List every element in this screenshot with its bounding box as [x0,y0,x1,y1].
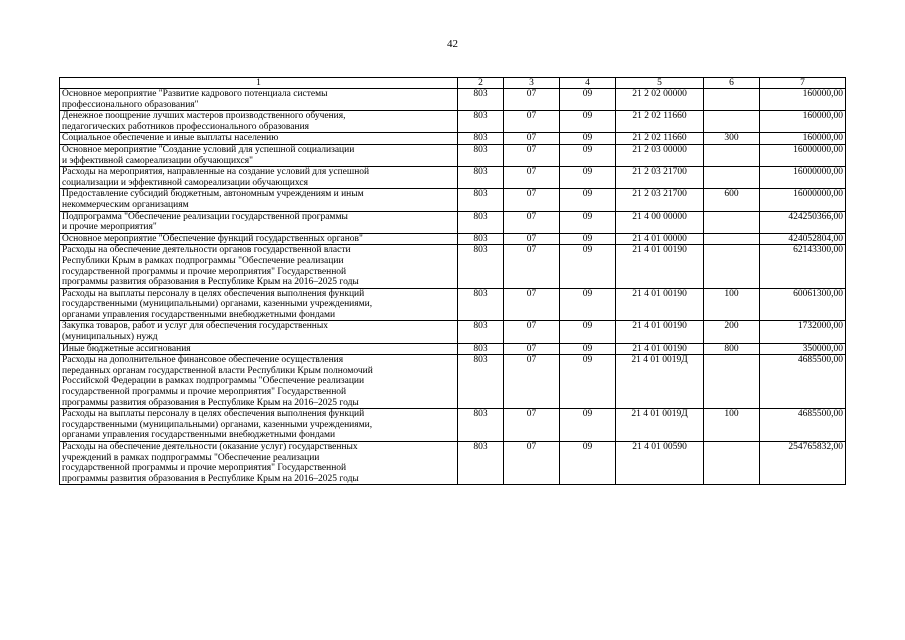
admin-code: 803 [458,233,504,245]
section-code: 07 [504,245,560,288]
target-article-code: 21 2 03 21700 [616,189,704,211]
row-name-line: некоммерческим организациям [62,199,189,210]
row-name [60,167,458,189]
admin-code: 803 [458,409,504,442]
row-name-line: переданных органам государственной власти Республики Крым полномочий [62,365,373,376]
section-code: 07 [504,288,560,321]
row-name-line: органами управления государственными внебюджетными фондами [62,309,336,320]
target-article-code: 21 2 02 11660 [616,133,704,145]
admin-code: 803 [458,343,504,355]
subsection-code: 09 [560,167,616,189]
subsection-code: 09 [560,233,616,245]
row-name-line: Закупка товаров, работ и услуг для обеспечения государственных [62,321,329,332]
amount-cell: 254765832,00 [760,442,846,485]
section-code: 07 [504,189,560,211]
section-code: 07 [504,321,560,343]
expense-type-code: 600 [704,189,760,211]
section-code: 07 [504,355,560,409]
table-row [60,144,846,166]
expense-type-code: 100 [704,409,760,442]
amount-cell: 4685500,00 [760,355,846,409]
admin-code: 803 [458,167,504,189]
target-article-code: 21 4 01 0019Д [616,409,704,442]
section-code: 07 [504,233,560,245]
admin-code: 803 [458,189,504,211]
row-name-line: Расходы на обеспечение деятельности (оказание услуг) государственных [62,442,358,452]
target-article-code: 21 2 03 00000 [616,144,704,166]
amount-cell: 62143300,00 [760,245,846,288]
row-name [60,288,458,321]
amount-cell: 350000,00 [760,343,846,355]
expense-type-code [704,355,760,409]
row-name-line: программы развития образования в Республике Крым на 2016–2025 годы [62,397,359,408]
subsection-code: 09 [560,343,616,355]
budget-table [59,77,846,485]
row-name [60,144,458,166]
section-code: 07 [504,89,560,111]
row-name [60,133,458,145]
target-article-code: 21 4 01 00590 [616,442,704,485]
row-name-line: и прочие мероприятия" [62,222,157,233]
table-row [60,189,846,211]
admin-code: 803 [458,89,504,111]
row-name-line: педагогических работников профессионального образования [62,121,310,132]
row-name-line: Подпрограмма "Обеспечение реализации государственной программы [62,211,348,222]
row-name-line: Основное мероприятие "Создание условий для успешной социализации [62,144,355,155]
subsection-code: 09 [560,321,616,343]
page-number: 42 [447,38,458,50]
amount-cell: 1732000,00 [760,321,846,343]
row-name [60,409,458,442]
row-name-line: программы развития образования в Республике Крым на 2016–2025 годы [62,473,359,484]
section-code: 07 [504,442,560,485]
row-name-line: профессионального образования" [62,99,199,110]
row-name [60,321,458,343]
row-name [60,189,458,211]
column-header: 3 [504,78,560,89]
row-name [60,111,458,133]
section-code: 07 [504,111,560,133]
column-header: 4 [560,78,616,89]
row-name-line: Предоставление субсидий бюджетным, автономным учреждениям и иным [62,189,364,200]
subsection-code: 09 [560,245,616,288]
target-article-code: 21 4 01 00190 [616,288,704,321]
expense-type-code: 800 [704,343,760,355]
row-name-line: государственной программы и прочие мероприятия" Государственной [62,266,347,277]
section-code: 07 [504,409,560,442]
amount-cell: 160000,00 [760,89,846,111]
table-row [60,409,846,442]
column-header: 6 [704,78,760,89]
column-header: 2 [458,78,504,89]
row-name-line: Расходы на выплаты персоналу в целях обеспечения выполнения функций [62,288,365,299]
admin-code: 803 [458,133,504,145]
row-name-line: Расходы на дополнительное финансовое обеспечение осуществления [62,355,344,366]
amount-cell: 16000000,00 [760,167,846,189]
subsection-code: 09 [560,89,616,111]
expense-type-code [704,211,760,233]
target-article-code: 21 2 02 00000 [616,89,704,111]
row-name [60,233,458,245]
section-code: 07 [504,343,560,355]
subsection-code: 09 [560,111,616,133]
expense-type-code [704,442,760,485]
target-article-code: 21 4 01 00190 [616,321,704,343]
row-name-line: и эффективной самореализации обучающихся" [62,155,253,166]
table-row [60,233,846,245]
expense-type-code: 300 [704,133,760,145]
row-name-line: государственной программы и прочие мероприятия" Государственной [62,463,347,474]
column-header: 5 [616,78,704,89]
row-name-line: социализации и эффективной самореализации обучающихся [62,177,308,188]
table-row [60,245,846,288]
section-code: 07 [504,144,560,166]
row-name-line: Расходы на мероприятия, направленные на создание условий для успешной [62,167,370,178]
row-name-line: Иные бюджетные ассигнования [62,343,191,354]
target-article-code: 21 4 01 00190 [616,245,704,288]
row-name [60,343,458,355]
amount-cell: 160000,00 [760,133,846,145]
admin-code: 803 [458,144,504,166]
header-row [60,78,846,89]
expense-type-code [704,233,760,245]
amount-cell: 160000,00 [760,111,846,133]
subsection-code: 09 [560,442,616,485]
admin-code: 803 [458,288,504,321]
row-name [60,89,458,111]
expense-type-code [704,167,760,189]
row-name-line: органами управления государственными внебюджетными фондами [62,430,336,441]
admin-code: 803 [458,245,504,288]
amount-cell: 424052804,00 [760,233,846,245]
admin-code: 803 [458,111,504,133]
subsection-code: 09 [560,211,616,233]
target-article-code: 21 2 02 11660 [616,111,704,133]
row-name-line: государственными (муниципальными) органами, казенными учреждениями, [62,419,373,430]
subsection-code: 09 [560,355,616,409]
row-name-line: государственными (муниципальными) органами, казенными учреждениями, [62,299,373,310]
subsection-code: 09 [560,288,616,321]
target-article-code: 21 4 01 00190 [616,343,704,355]
row-name-line: Расходы на выплаты персоналу в целях обеспечения выполнения функций [62,409,365,420]
subsection-code: 09 [560,409,616,442]
expense-type-code [704,144,760,166]
table-row [60,111,846,133]
column-header: 7 [760,78,846,89]
admin-code: 803 [458,355,504,409]
row-name-line: государственной программы и прочие мероприятия" Государственной [62,387,347,398]
expense-type-code [704,111,760,133]
expense-type-code [704,245,760,288]
row-name-line: Денежное поощрение лучших мастеров производственного обучения, [62,111,346,122]
expense-type-code [704,89,760,111]
target-article-code: 21 4 01 00000 [616,233,704,245]
admin-code: 803 [458,211,504,233]
table-row [60,442,846,485]
table-row [60,288,846,321]
admin-code: 803 [458,321,504,343]
table-row [60,321,846,343]
admin-code: 803 [458,442,504,485]
target-article-code: 21 4 00 00000 [616,211,704,233]
section-code: 07 [504,133,560,145]
row-name-line: Основное мероприятие "Обеспечение функций государственных органов" [62,233,363,244]
row-name [60,442,458,485]
row-name-line: Расходы на обеспечение деятельности органов государственной власти [62,245,351,256]
section-code: 07 [504,211,560,233]
subsection-code: 09 [560,133,616,145]
amount-cell: 424250366,00 [760,211,846,233]
row-name-line: программы развития образования в Республике Крым на 2016–2025 годы [62,277,359,288]
table-row [60,89,846,111]
amount-cell: 16000000,00 [760,189,846,211]
column-header: 1 [60,78,458,89]
amount-cell: 4685500,00 [760,409,846,442]
table-row [60,343,846,355]
row-name [60,355,458,409]
row-name [60,211,458,233]
row-name-line: (муниципальных) нужд [62,332,158,343]
target-article-code: 21 4 01 0019Д [616,355,704,409]
row-name-line: Российской Федерации в рамках подпрограммы "Обеспечение реализации [62,376,365,387]
table-row [60,211,846,233]
row-name-line: Республики Крым в рамках подпрограммы "Обеспечение реализации [62,255,344,266]
expense-type-code: 100 [704,288,760,321]
table-row [60,167,846,189]
expense-type-code: 200 [704,321,760,343]
subsection-code: 09 [560,144,616,166]
row-name-line: учреждений в рамках подпрограммы "Обеспечение реализации [62,452,320,463]
subsection-code: 09 [560,189,616,211]
table-row [60,355,846,409]
section-code: 07 [504,167,560,189]
amount-cell: 60061300,00 [760,288,846,321]
row-name [60,245,458,288]
table-row [60,133,846,145]
target-article-code: 21 2 03 21700 [616,167,704,189]
row-name-line: Социальное обеспечение и иные выплаты населению [62,133,279,144]
row-name-line: Основное мероприятие "Развитие кадрового потенциала системы [62,89,328,99]
amount-cell: 16000000,00 [760,144,846,166]
